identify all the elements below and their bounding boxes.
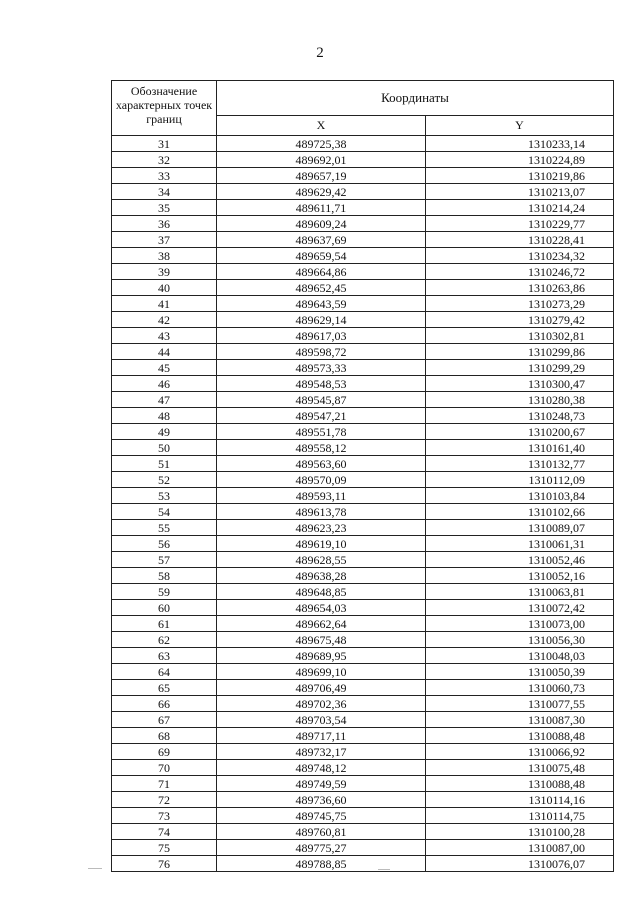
table-row: [112, 232, 614, 248]
table-row: [112, 792, 614, 808]
y-coordinate-cell: 1310300,47: [426, 376, 614, 392]
table-row: [112, 456, 614, 472]
point-number-cell: 70: [112, 760, 217, 776]
table-row: [112, 168, 614, 184]
x-coordinate-cell: 489675,48: [217, 632, 426, 648]
y-coordinate-cell: 1310248,73: [426, 408, 614, 424]
y-coordinate-cell: 1310066,92: [426, 744, 614, 760]
point-number-cell: 72: [112, 792, 217, 808]
point-number-cell: 53: [112, 488, 217, 504]
table-row: [112, 808, 614, 824]
point-number-cell: 47: [112, 392, 217, 408]
point-number-cell: 44: [112, 344, 217, 360]
x-coordinate-cell: 489725,38: [217, 136, 426, 152]
x-coordinate-cell: 489657,19: [217, 168, 426, 184]
y-coordinate-cell: 1310246,72: [426, 264, 614, 280]
y-coordinate-cell: 1310052,46: [426, 552, 614, 568]
x-coordinate-cell: 489637,69: [217, 232, 426, 248]
x-coordinate-cell: 489638,28: [217, 568, 426, 584]
x-coordinate-cell: 489706,49: [217, 680, 426, 696]
point-number-cell: 64: [112, 664, 217, 680]
table-row: [112, 776, 614, 792]
y-coordinate-cell: 1310060,73: [426, 680, 614, 696]
point-number-cell: 63: [112, 648, 217, 664]
point-number-cell: 41: [112, 296, 217, 312]
y-coordinate-cell: 1310299,29: [426, 360, 614, 376]
x-coordinate-cell: 489563,60: [217, 456, 426, 472]
point-number-cell: 33: [112, 168, 217, 184]
point-number-cell: 54: [112, 504, 217, 520]
point-number-cell: 46: [112, 376, 217, 392]
table-row: [112, 248, 614, 264]
x-coordinate-cell: 489648,85: [217, 584, 426, 600]
x-coordinate-cell: 489748,12: [217, 760, 426, 776]
x-coordinate-cell: 489654,03: [217, 600, 426, 616]
y-coordinate-cell: 1310299,86: [426, 344, 614, 360]
x-coordinate-cell: 489745,75: [217, 808, 426, 824]
page-number: 2: [316, 45, 324, 61]
x-coordinate-cell: 489717,11: [217, 728, 426, 744]
table-row: [112, 600, 614, 616]
points-column-header: Обозначение характерных точек границ: [112, 81, 217, 136]
point-number-cell: 43: [112, 328, 217, 344]
table-row: [112, 392, 614, 408]
point-number-cell: 55: [112, 520, 217, 536]
y-coordinate-cell: 1310075,48: [426, 760, 614, 776]
x-coordinate-cell: 489619,10: [217, 536, 426, 552]
table-row: [112, 136, 614, 152]
x-coordinate-cell: 489593,11: [217, 488, 426, 504]
y-coordinate-cell: 1310214,24: [426, 200, 614, 216]
point-number-cell: 35: [112, 200, 217, 216]
point-number-cell: 65: [112, 680, 217, 696]
table-row: [112, 616, 614, 632]
y-coordinate-cell: 1310100,28: [426, 824, 614, 840]
y-coordinate-cell: 1310263,86: [426, 280, 614, 296]
table-row: [112, 664, 614, 680]
x-coordinate-cell: 489703,54: [217, 712, 426, 728]
point-number-cell: 58: [112, 568, 217, 584]
table-row: [112, 744, 614, 760]
x-coordinate-cell: 489692,01: [217, 152, 426, 168]
x-coordinate-cell: 489664,86: [217, 264, 426, 280]
table-row: [112, 360, 614, 376]
point-number-cell: 34: [112, 184, 217, 200]
table-row: [112, 408, 614, 424]
point-number-cell: 66: [112, 696, 217, 712]
y-coordinate-cell: 1310061,31: [426, 536, 614, 552]
y-coordinate-cell: 1310050,39: [426, 664, 614, 680]
point-number-cell: 60: [112, 600, 217, 616]
y-coordinate-cell: 1310063,81: [426, 584, 614, 600]
x-coordinate-cell: 489643,59: [217, 296, 426, 312]
coordinates-header: Координаты: [217, 81, 614, 116]
x-coordinate-cell: 489617,03: [217, 328, 426, 344]
point-number-cell: 62: [112, 632, 217, 648]
y-coordinate-cell: 1310073,00: [426, 616, 614, 632]
y-coordinate-cell: 1310213,07: [426, 184, 614, 200]
y-coordinate-cell: 1310200,67: [426, 424, 614, 440]
y-coordinate-cell: 1310089,07: [426, 520, 614, 536]
x-coordinate-cell: 489611,71: [217, 200, 426, 216]
table-row: [112, 344, 614, 360]
table-header: [112, 81, 614, 136]
x-coordinate-cell: 489736,60: [217, 792, 426, 808]
x-coordinate-cell: 489629,42: [217, 184, 426, 200]
table-row: [112, 536, 614, 552]
y-coordinate-cell: 1310052,16: [426, 568, 614, 584]
point-number-cell: 52: [112, 472, 217, 488]
point-number-cell: 51: [112, 456, 217, 472]
y-coordinate-cell: 1310103,84: [426, 488, 614, 504]
table-row: [112, 680, 614, 696]
table-row: [112, 440, 614, 456]
x-coordinate-cell: 489732,17: [217, 744, 426, 760]
x-coordinate-cell: 489760,81: [217, 824, 426, 840]
y-coordinate-cell: 1310088,48: [426, 776, 614, 792]
x-coordinate-cell: 489623,23: [217, 520, 426, 536]
table-row: [112, 328, 614, 344]
x-coordinate-cell: 489629,14: [217, 312, 426, 328]
y-coordinate-cell: 1310224,89: [426, 152, 614, 168]
y-coordinate-cell: 1310072,42: [426, 600, 614, 616]
y-coordinate-cell: 1310087,00: [426, 840, 614, 856]
point-number-cell: 59: [112, 584, 217, 600]
x-coordinate-cell: 489547,21: [217, 408, 426, 424]
point-number-cell: 50: [112, 440, 217, 456]
table-row: [112, 312, 614, 328]
table-row: [112, 840, 614, 856]
point-number-cell: 40: [112, 280, 217, 296]
table-row: [112, 520, 614, 536]
y-coordinate-cell: 1310279,42: [426, 312, 614, 328]
table-row: [112, 856, 614, 872]
y-coordinate-cell: 1310234,32: [426, 248, 614, 264]
point-number-cell: 71: [112, 776, 217, 792]
table-row: [112, 584, 614, 600]
table-row: [112, 264, 614, 280]
table-row: [112, 568, 614, 584]
point-number-cell: 38: [112, 248, 217, 264]
point-number-cell: 68: [112, 728, 217, 744]
point-number-cell: 69: [112, 744, 217, 760]
x-coordinate-cell: 489652,45: [217, 280, 426, 296]
y-coordinate-cell: 1310273,29: [426, 296, 614, 312]
x-coordinate-cell: 489551,78: [217, 424, 426, 440]
x-coordinate-cell: 489545,87: [217, 392, 426, 408]
x-coordinate-cell: 489662,64: [217, 616, 426, 632]
point-number-cell: 31: [112, 136, 217, 152]
x-coordinate-cell: 489613,78: [217, 504, 426, 520]
x-coordinate-cell: 489628,55: [217, 552, 426, 568]
point-number-cell: 61: [112, 616, 217, 632]
point-number-cell: 74: [112, 824, 217, 840]
x-coordinate-cell: 489548,53: [217, 376, 426, 392]
x-coordinate-cell: 489558,12: [217, 440, 426, 456]
table-row: [112, 648, 614, 664]
y-coordinate-cell: 1310077,55: [426, 696, 614, 712]
y-coordinate-cell: 1310233,14: [426, 136, 614, 152]
point-number-cell: 32: [112, 152, 217, 168]
point-number-cell: 39: [112, 264, 217, 280]
point-number-cell: 48: [112, 408, 217, 424]
x-coordinate-cell: 489699,10: [217, 664, 426, 680]
table-row: [112, 200, 614, 216]
x-coordinate-cell: 489573,33: [217, 360, 426, 376]
point-number-cell: 45: [112, 360, 217, 376]
table-row: [112, 296, 614, 312]
y-coordinate-cell: 1310102,66: [426, 504, 614, 520]
table-row: [112, 184, 614, 200]
scan-mark: [88, 868, 102, 869]
table-row: [112, 472, 614, 488]
point-number-cell: 57: [112, 552, 217, 568]
point-number-cell: 49: [112, 424, 217, 440]
table-row: [112, 504, 614, 520]
y-coordinate-cell: 1310056,30: [426, 632, 614, 648]
y-coordinate-cell: 1310112,09: [426, 472, 614, 488]
x-coordinate-cell: 489749,59: [217, 776, 426, 792]
x-coordinate-cell: 489598,72: [217, 344, 426, 360]
scan-mark: [378, 869, 390, 870]
y-coordinate-cell: 1310228,41: [426, 232, 614, 248]
table-row: [112, 216, 614, 232]
y-coordinate-cell: 1310114,75: [426, 808, 614, 824]
point-number-cell: 73: [112, 808, 217, 824]
x-column-header: X: [217, 116, 426, 136]
x-coordinate-cell: 489570,09: [217, 472, 426, 488]
point-number-cell: 76: [112, 856, 217, 872]
y-coordinate-cell: 1310048,03: [426, 648, 614, 664]
point-number-cell: 67: [112, 712, 217, 728]
point-number-cell: 42: [112, 312, 217, 328]
coordinates-table: [111, 80, 614, 872]
y-coordinate-cell: 1310114,16: [426, 792, 614, 808]
table-row: [112, 280, 614, 296]
table-row: [112, 696, 614, 712]
y-coordinate-cell: 1310088,48: [426, 728, 614, 744]
x-coordinate-cell: 489689,95: [217, 648, 426, 664]
table-body: [112, 136, 614, 872]
y-coordinate-cell: 1310219,86: [426, 168, 614, 184]
table-row: [112, 152, 614, 168]
point-number-cell: 56: [112, 536, 217, 552]
x-coordinate-cell: 489702,36: [217, 696, 426, 712]
y-coordinate-cell: 1310280,38: [426, 392, 614, 408]
y-coordinate-cell: 1310076,07: [426, 856, 614, 872]
y-coordinate-cell: 1310087,30: [426, 712, 614, 728]
table-row: [112, 424, 614, 440]
table-row: [112, 760, 614, 776]
table-row: [112, 712, 614, 728]
y-column-header: Y: [426, 116, 614, 136]
point-number-cell: 36: [112, 216, 217, 232]
y-coordinate-cell: 1310161,40: [426, 440, 614, 456]
y-coordinate-cell: 1310132,77: [426, 456, 614, 472]
x-coordinate-cell: 489788,85: [217, 856, 426, 872]
table-row: [112, 632, 614, 648]
table-row: [112, 728, 614, 744]
point-number-cell: 75: [112, 840, 217, 856]
x-coordinate-cell: 489775,27: [217, 840, 426, 856]
table-row: [112, 376, 614, 392]
y-coordinate-cell: 1310302,81: [426, 328, 614, 344]
table-row: [112, 552, 614, 568]
table-row: [112, 824, 614, 840]
x-coordinate-cell: 489609,24: [217, 216, 426, 232]
x-coordinate-cell: 489659,54: [217, 248, 426, 264]
table-row: [112, 488, 614, 504]
y-coordinate-cell: 1310229,77: [426, 216, 614, 232]
point-number-cell: 37: [112, 232, 217, 248]
